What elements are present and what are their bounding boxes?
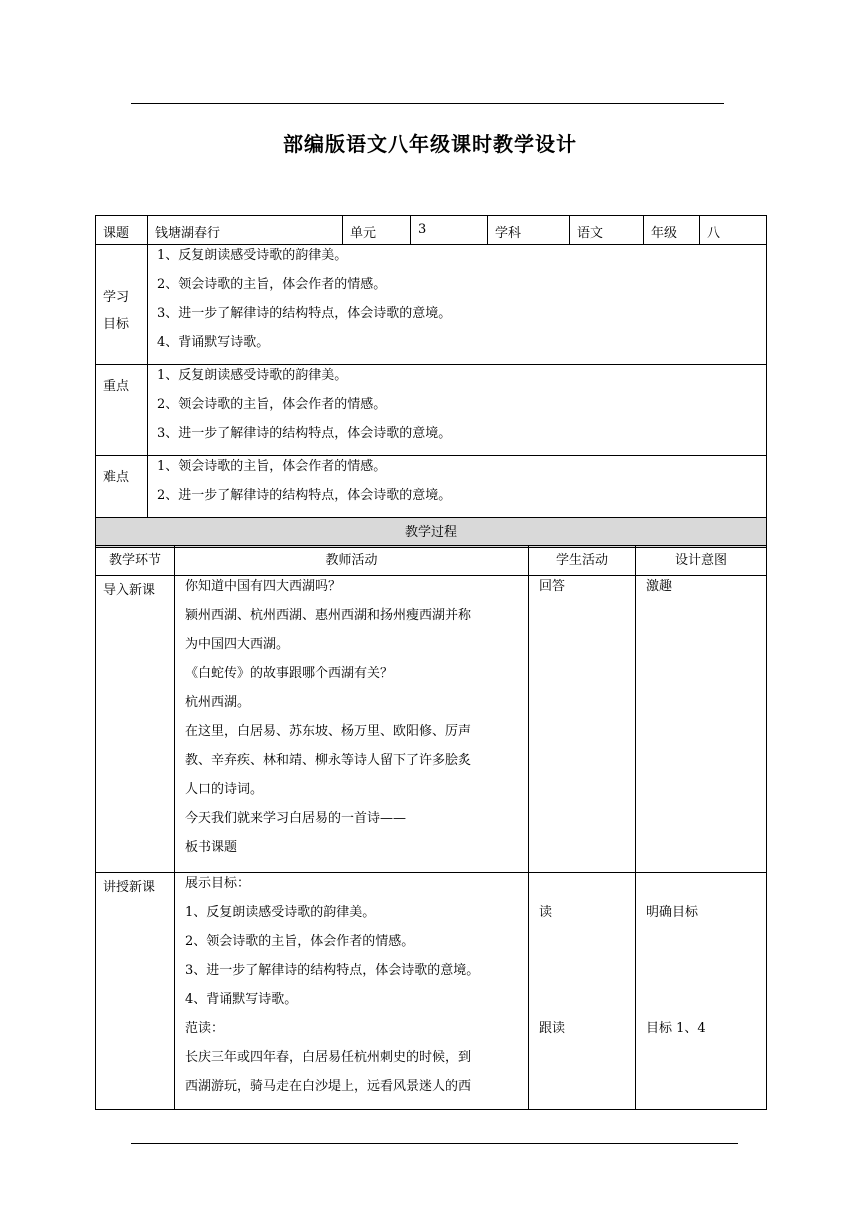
intent-line: 目标 1、4 [646,1021,706,1036]
student-line: 读 [539,905,553,920]
student-line [539,963,629,992]
intent-line [646,876,760,905]
key-points-label: 重点 [96,365,148,456]
difficult-points-list [148,456,767,518]
difficult-points-label: 难点 [96,456,148,518]
column-header-student: 学生活动 [529,546,636,576]
teacher-line: 人口的诗词。 [185,782,264,797]
key-point-item: 2、领会诗歌的主旨，体会作者的情感。 [157,397,387,412]
objective-item: 3、进一步了解律诗的结构特点，体会诗歌的意境。 [157,306,452,321]
topic-label: 课题 [96,216,148,245]
student-line [539,992,629,1021]
stage-cell: 讲授新课 [96,873,175,1110]
objectives-label: 学习 目标 [96,245,148,365]
design-intent-cell [636,873,767,1110]
subject-label: 学科 [488,216,570,245]
teacher-line: 4、背诵默写诗歌。 [185,992,298,1007]
teacher-activity-cell [175,576,529,873]
grade-value: 八 [700,216,767,245]
teacher-activity-cell [175,873,529,1110]
lesson-info-table [95,215,767,548]
key-point-item: 1、反复朗读感受诗歌的韵律美。 [157,368,348,383]
column-header-intent: 设计意图 [636,546,767,576]
student-line [539,934,629,963]
intent-line [646,992,760,1021]
teacher-line: 3、进一步了解律诗的结构特点，体会诗歌的意境。 [185,963,480,978]
intent-line [646,934,760,963]
student-activity-cell [529,576,636,873]
teacher-line: 为中国四大西湖。 [185,637,290,652]
teacher-line: 在这里，白居易、苏东坡、杨万里、欧阳修、厉声 [185,724,472,739]
footer-rule [131,1143,738,1144]
objectives-list [148,245,767,365]
student-activity-cell [529,873,636,1110]
teacher-line: 范读： [185,1021,225,1036]
objective-item: 2、领会诗歌的主旨，体会作者的情感。 [157,277,387,292]
objective-item: 1、反复朗读感受诗歌的韵律美。 [157,248,348,263]
intent-line: 激趣 [646,579,673,594]
teacher-line: 西湖游玩，骑马走在白沙堤上，远看风景迷人的西 [185,1079,472,1094]
column-header-teacher: 教师活动 [175,546,529,576]
unit-label: 单元 [343,216,411,245]
difficult-point-item: 1、领会诗歌的主旨，体会作者的情感。 [157,459,387,474]
document-title: 部编版语文八年级课时教学设计 [283,132,577,156]
teacher-line: 颍州西湖、杭州西湖、惠州西湖和扬州瘦西湖并称 [185,608,472,623]
teacher-line: 板书课题 [185,840,238,855]
teacher-line: 教、辛弃疾、林和靖、柳永等诗人留下了许多脍炙 [185,753,472,768]
subject-value: 语文 [570,216,644,245]
teacher-line: 2、领会诗歌的主旨，体会作者的情感。 [185,934,415,949]
column-header-stage: 教学环节 [96,546,175,576]
teaching-process-table [95,545,767,1110]
teacher-line: 你知道中国有四大西湖吗？ [185,579,342,594]
key-point-item: 3、进一步了解律诗的结构特点，体会诗歌的意境。 [157,426,452,441]
teacher-line: 今天我们就来学习白居易的一首诗—— [185,811,407,826]
topic-value: 钱塘湖春行 [148,216,343,245]
objective-item: 4、背诵默写诗歌。 [157,335,270,350]
teacher-line: 杭州西湖。 [185,695,251,710]
header-rule [131,103,724,104]
difficult-point-item: 2、进一步了解律诗的结构特点，体会诗歌的意境。 [157,488,452,503]
stage-cell: 导入新课 [96,576,175,873]
grade-label: 年级 [644,216,700,245]
unit-value: 3 [411,216,488,245]
design-intent-cell [636,576,767,873]
teacher-line: 《白蛇传》的故事跟哪个西湖有关？ [185,666,394,681]
teacher-line: 1、反复朗读感受诗歌的韵律美。 [185,905,376,920]
student-line: 回答 [539,579,566,594]
teacher-line: 展示目标： [185,876,251,891]
key-points-list [148,365,767,456]
intent-line: 明确目标 [646,905,699,920]
student-line [539,876,629,905]
teacher-line: 长庆三年或四年春，白居易任杭州刺史的时候，到 [185,1050,472,1065]
process-section-title: 教学过程 [96,518,767,548]
intent-line [646,963,760,992]
student-line: 跟读 [539,1021,566,1036]
